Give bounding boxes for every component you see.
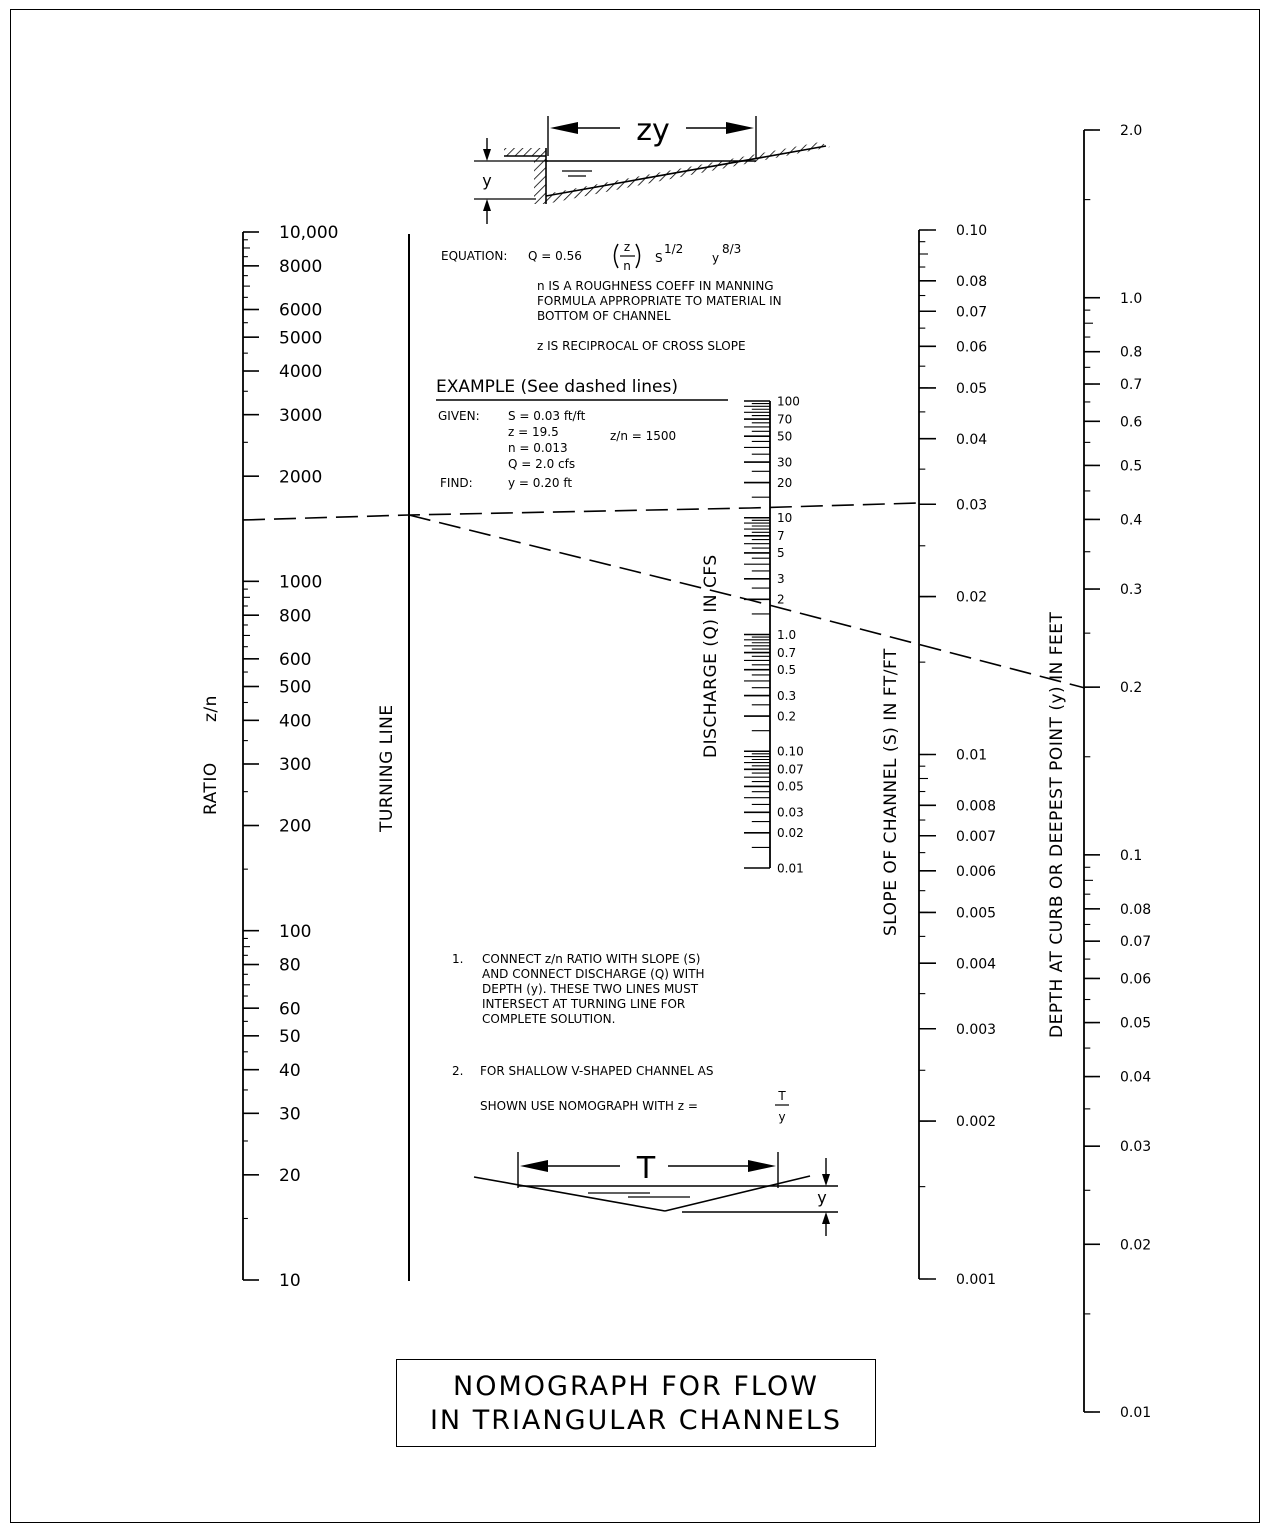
- ratio-tick-label: 6000: [279, 300, 323, 321]
- equation-block: [441, 240, 782, 353]
- slope-tick-label: 0.06: [956, 339, 988, 356]
- ratio-tick-label: 10: [279, 1271, 301, 1292]
- example-given-n: n = 0.013: [508, 441, 568, 455]
- discharge-tick-label: 0.7: [777, 645, 797, 660]
- example-given-q: Q = 2.0 cfs: [508, 457, 576, 471]
- discharge-tick-label: 0.07: [777, 762, 804, 777]
- ratio-tick-label: 3000: [279, 405, 323, 426]
- ratio-tick-label: 20: [279, 1165, 301, 1186]
- slope-tick-label: 0.01: [956, 747, 988, 764]
- example-find-label: FIND:: [440, 476, 473, 490]
- depth-tick-label: 0.8: [1120, 344, 1143, 361]
- slope-tick-label: 0.08: [956, 273, 988, 290]
- discharge-tick-label: 10: [777, 511, 793, 526]
- discharge-tick-label: 2: [777, 592, 785, 607]
- ratio-tick-label: 8000: [279, 256, 323, 277]
- ratio-tick-label: 600: [279, 649, 312, 670]
- ratio-tick-label: 1000: [279, 572, 323, 593]
- depth-tick-label: 0.4: [1120, 512, 1143, 529]
- instruction-1-line-4: INTERSECT AT TURNING LINE FOR: [482, 997, 686, 1011]
- discharge-tick-label: 0.02: [777, 826, 804, 841]
- ratio-tick-label: 400: [279, 711, 312, 732]
- depth-tick-label: 0.04: [1120, 1069, 1152, 1086]
- slope-axis-title: SLOPE OF CHANNEL (S) IN FT/FT: [881, 648, 901, 936]
- instruction-2-line-2: SHOWN USE NOMOGRAPH WITH z =: [480, 1099, 698, 1113]
- discharge-axis: [744, 394, 804, 875]
- turning-line-title: TURNING LINE: [377, 704, 397, 832]
- discharge-tick-label: 0.05: [777, 779, 804, 794]
- discharge-tick-label: 0.03: [777, 805, 804, 820]
- example-block: [436, 377, 728, 490]
- ratio-tick-label: 5000: [279, 328, 323, 349]
- ratio-axis-symbol: z/n: [201, 695, 221, 722]
- bottom-channel-sketch: [474, 1151, 838, 1236]
- top-sketch-width-label: zy: [636, 113, 670, 148]
- ratio-tick-label: 60: [279, 999, 301, 1020]
- slope-tick-label: 0.02: [956, 589, 988, 606]
- discharge-tick-label: 30: [777, 455, 793, 470]
- discharge-tick-label: 3: [777, 572, 785, 587]
- discharge-tick-label: 0.2: [777, 709, 797, 724]
- discharge-tick-label: 70: [777, 412, 793, 427]
- ratio-axis: [243, 223, 338, 1291]
- top-channel-sketch: [474, 113, 830, 224]
- slope-tick-label: 0.006: [956, 863, 997, 880]
- equation-frac-num: z: [623, 240, 631, 254]
- equation-s-exp: 1/2: [664, 242, 684, 256]
- discharge-tick-label: 100: [777, 394, 800, 409]
- slope-tick-label: 0.008: [956, 798, 997, 815]
- depth-tick-label: 0.03: [1120, 1139, 1152, 1156]
- depth-tick-label: 1.0: [1120, 290, 1143, 307]
- ratio-tick-label: 50: [279, 1026, 301, 1047]
- depth-tick-label: 0.05: [1120, 1015, 1152, 1032]
- discharge-tick-label: 1.0: [777, 627, 797, 642]
- title-line-2: IN TRIANGULAR CHANNELS: [429, 1405, 843, 1436]
- instruction-2-frac-num: T: [778, 1089, 786, 1103]
- instruction-1-number: 1.: [452, 952, 464, 966]
- discharge-tick-label: 0.3: [777, 688, 797, 703]
- equation-lhs: Q = 0.56: [528, 249, 582, 263]
- ratio-tick-label: 100: [279, 921, 312, 942]
- equation-s-term: S: [655, 251, 663, 265]
- example-given-s: S = 0.03 ft/ft: [508, 409, 586, 423]
- ratio-tick-label: 200: [279, 816, 312, 837]
- depth-tick-label: 0.06: [1120, 971, 1152, 988]
- discharge-tick-label: 5: [777, 546, 785, 561]
- instruction-2-line-1: FOR SHALLOW V-SHAPED CHANNEL AS: [480, 1064, 714, 1078]
- depth-axis: [1084, 123, 1151, 1421]
- ratio-tick-label: 40: [279, 1060, 301, 1081]
- slope-tick-label: 0.04: [956, 431, 988, 448]
- equation-prefix: EQUATION:: [441, 249, 508, 263]
- depth-tick-label: 0.07: [1120, 934, 1152, 951]
- depth-tick-label: 0.08: [1120, 901, 1152, 918]
- example-zn-note: z/n = 1500: [610, 429, 677, 443]
- ratio-tick-label: 500: [279, 677, 312, 698]
- discharge-tick-label: 0.01: [777, 861, 804, 876]
- ratio-tick-label: 30: [279, 1104, 301, 1125]
- ratio-tick-label: 2000: [279, 467, 323, 488]
- discharge-tick-label: 50: [777, 429, 793, 444]
- slope-axis: [919, 223, 996, 1288]
- slope-tick-label: 0.002: [956, 1114, 997, 1131]
- discharge-tick-label: 20: [777, 475, 793, 490]
- discharge-tick-label: 7: [777, 529, 785, 544]
- instruction-1-line-5: COMPLETE SOLUTION.: [482, 1012, 616, 1026]
- instruction-1-line-2: AND CONNECT DISCHARGE (Q) WITH: [482, 967, 705, 981]
- slope-tick-label: 0.007: [956, 828, 997, 845]
- ratio-tick-label: 80: [279, 955, 301, 976]
- ratio-axis-title: RATIO: [201, 762, 221, 815]
- ratio-tick-label: 800: [279, 606, 312, 627]
- depth-axis-title: DEPTH AT CURB OR DEEPEST POINT (y) IN FEET: [1047, 611, 1067, 1038]
- ratio-tick-label: 10,000: [279, 223, 339, 244]
- slope-tick-label: 0.07: [956, 304, 988, 321]
- instructions-block: [452, 952, 789, 1124]
- slope-tick-label: 0.005: [956, 905, 997, 922]
- depth-tick-label: 0.5: [1120, 458, 1143, 475]
- ratio-tick-label: 4000: [279, 362, 323, 383]
- top-sketch-depth-label: y: [482, 171, 492, 190]
- equation-note1-line2: FORMULA APPROPRIATE TO MATERIAL IN: [537, 294, 782, 308]
- example-find-value: y = 0.20 ft: [508, 476, 573, 490]
- equation-note1-line3: BOTTOM OF CHANNEL: [537, 309, 671, 323]
- depth-tick-label: 0.3: [1120, 582, 1143, 599]
- instruction-1-line-3: DEPTH (y). THESE TWO LINES MUST: [482, 982, 699, 996]
- slope-tick-label: 0.003: [956, 1021, 997, 1038]
- slope-tick-label: 0.004: [956, 956, 997, 973]
- discharge-tick-label: 0.10: [777, 744, 804, 759]
- depth-tick-label: 0.2: [1120, 680, 1143, 697]
- bottom-sketch-depth-label: y: [817, 1188, 827, 1207]
- title-line-1: NOMOGRAPH FOR FLOW: [453, 1371, 819, 1402]
- depth-tick-label: 2.0: [1120, 123, 1143, 140]
- instruction-2-number: 2.: [452, 1064, 464, 1078]
- slope-tick-label: 0.05: [956, 380, 988, 397]
- equation-y-exp: 8/3: [722, 242, 742, 256]
- example-given-label: GIVEN:: [438, 409, 480, 423]
- example-given-z: z = 19.5: [508, 425, 559, 439]
- ratio-tick-label: 300: [279, 755, 312, 776]
- depth-tick-label: 0.02: [1120, 1237, 1152, 1254]
- slope-tick-label: 0.001: [956, 1272, 997, 1289]
- depth-tick-label: 0.1: [1120, 847, 1143, 864]
- depth-tick-label: 0.6: [1120, 414, 1143, 431]
- title-box: [396, 1359, 876, 1447]
- equation-y-term: y: [712, 251, 720, 265]
- bottom-sketch-width-label: T: [636, 1151, 656, 1186]
- example-heading: EXAMPLE (See dashed lines): [436, 377, 678, 397]
- example-line-ratio-slope: [243, 503, 919, 520]
- equation-frac-den: n: [623, 259, 631, 273]
- discharge-tick-label: 0.5: [777, 662, 797, 677]
- depth-tick-label: 0.01: [1120, 1405, 1152, 1422]
- equation-note2: z IS RECIPROCAL OF CROSS SLOPE: [537, 339, 746, 353]
- equation-note1-line1: n IS A ROUGHNESS COEFF IN MANNING: [537, 279, 774, 293]
- instruction-2-frac-den: y: [778, 1110, 786, 1124]
- slope-tick-label: 0.10: [956, 223, 988, 240]
- instruction-1-line-1: CONNECT z/n RATIO WITH SLOPE (S): [482, 952, 701, 966]
- discharge-axis-title: DISCHARGE (Q) IN CFS: [701, 554, 721, 758]
- depth-tick-label: 0.7: [1120, 377, 1143, 394]
- slope-tick-label: 0.03: [956, 497, 988, 514]
